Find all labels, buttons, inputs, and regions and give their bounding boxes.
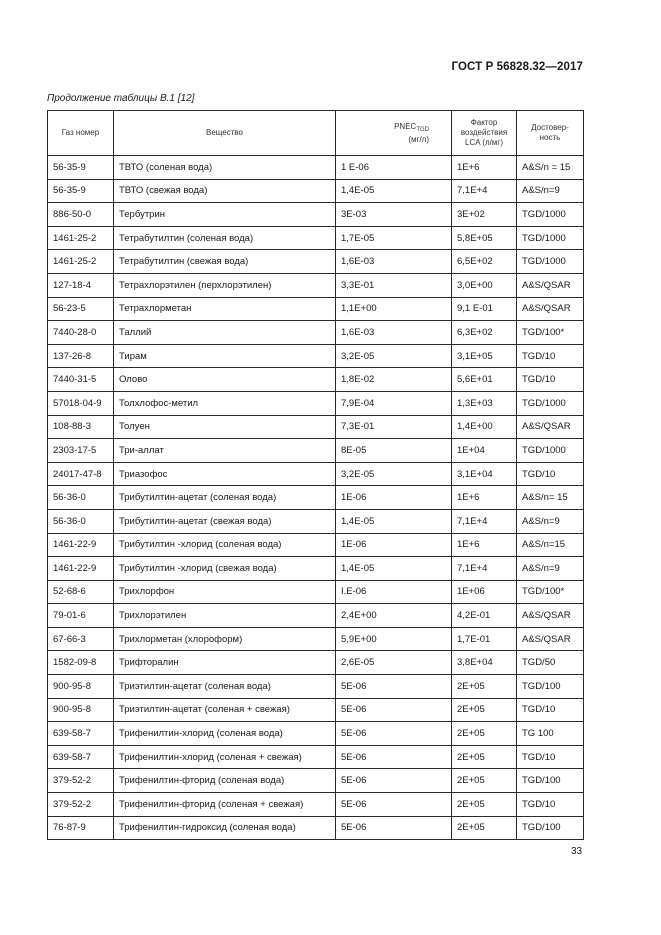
cas-cell: 379-52-2 [48, 769, 114, 793]
pnec-cell: 1 E-06 [336, 156, 452, 180]
pnec-cell: 5E-06 [336, 722, 452, 746]
table-row [48, 179, 584, 203]
pnec-cell: 1,7E-05 [336, 226, 452, 250]
table-row [48, 250, 584, 274]
pnec-cell: 1,8E-02 [336, 368, 452, 392]
pnec-cell: 3E-03 [336, 203, 452, 227]
cas-cell: 1461-22-9 [48, 533, 114, 557]
pnec-cell: 1,4E-05 [336, 179, 452, 203]
table-row [48, 439, 584, 463]
cas-cell: 886-50-0 [48, 203, 114, 227]
cas-cell: 56-36-0 [48, 509, 114, 533]
pnec-cell: 7,9E-04 [336, 391, 452, 415]
table-row [48, 226, 584, 250]
factor-cell: 2E+05 [452, 698, 517, 722]
cas-cell: 56-36-0 [48, 486, 114, 510]
substance-cell: Трифенилтин-фторид (соленая вода) [114, 769, 336, 793]
factor-cell: 7,1E+4 [452, 509, 517, 533]
pnec-cell: 1E-06 [336, 486, 452, 510]
substances-table [47, 110, 584, 840]
reliability-cell: A&S/QSAR [517, 604, 584, 628]
substance-cell: Трифенилтин-фторид (соленая + свежая) [114, 793, 336, 817]
pnec-cell: 1,6E-03 [336, 321, 452, 345]
pnec-unit: (мг/л) [408, 134, 429, 144]
factor-cell: 1,4E+00 [452, 415, 517, 439]
pnec-cell: 5E-06 [336, 698, 452, 722]
cas-cell: 1461-22-9 [48, 557, 114, 581]
reliability-cell: A&S/QSAR [517, 415, 584, 439]
pnec-cell: 1E-06 [336, 533, 452, 557]
table-row [48, 769, 584, 793]
reliability-cell: A&S/n=15 [517, 533, 584, 557]
substance-cell: Триэтилтин-ацетат (соленая + свежая) [114, 698, 336, 722]
factor-cell: 1,3E+03 [452, 391, 517, 415]
substance-cell: Трибутилтин-ацетат (соленая вода) [114, 486, 336, 510]
reliability-cell: TGD/100* [517, 580, 584, 604]
substance-cell: Тетрахлорэтилен (перхлорэтилен) [114, 273, 336, 297]
substance-cell: Толуен [114, 415, 336, 439]
reliability-cell: A&S/n=9 [517, 557, 584, 581]
substance-cell: Таллий [114, 321, 336, 345]
pnec-cell: 5E-06 [336, 816, 452, 840]
cas-cell: 1582-09-8 [48, 651, 114, 675]
table-row [48, 297, 584, 321]
table-row [48, 273, 584, 297]
table-row [48, 462, 584, 486]
cas-cell: 7440-28-0 [48, 321, 114, 345]
substance-cell: Три-аллат [114, 439, 336, 463]
reliability-cell: TGD/1000 [517, 226, 584, 250]
reliability-cell: TG 100 [517, 722, 584, 746]
factor-cell: 1E+04 [452, 439, 517, 463]
factor-cell: 5,8E+05 [452, 226, 517, 250]
cas-cell: 2303-17-5 [48, 439, 114, 463]
substance-cell: ТВТО (свежая вода) [114, 179, 336, 203]
reliability-cell: A&S/n= 15 [517, 486, 584, 510]
cas-cell: 639-58-7 [48, 722, 114, 746]
cas-cell: 127-18-4 [48, 273, 114, 297]
pnec-cell: 5,9E+00 [336, 627, 452, 651]
table-row [48, 745, 584, 769]
cas-cell: 67-66-3 [48, 627, 114, 651]
substance-cell: Тетрабутилтин (соленая вода) [114, 226, 336, 250]
factor-cell: 2E+05 [452, 722, 517, 746]
table-row [48, 816, 584, 840]
pnec-cell: 5E-06 [336, 675, 452, 699]
factor-cell: 7,1E+4 [452, 557, 517, 581]
table-row [48, 604, 584, 628]
table-row [48, 415, 584, 439]
cas-cell: 56-35-9 [48, 156, 114, 180]
table-body [48, 156, 584, 840]
cas-cell: 900-95-8 [48, 698, 114, 722]
pnec-label: PNEC [394, 121, 417, 131]
cas-cell: 7440-31-5 [48, 368, 114, 392]
substance-cell: Тербутрин [114, 203, 336, 227]
reliability-cell: TGD/100 [517, 675, 584, 699]
factor-cell: 3,0E+00 [452, 273, 517, 297]
reliability-cell: A&S/QSAR [517, 627, 584, 651]
substance-cell: Тирам [114, 344, 336, 368]
factor-cell: 6,3E+02 [452, 321, 517, 345]
pnec-cell: 5E-06 [336, 745, 452, 769]
reliability-cell: TGD/100* [517, 321, 584, 345]
table-row [48, 722, 584, 746]
factor-cell: 5,6E+01 [452, 368, 517, 392]
table-row [48, 675, 584, 699]
cas-cell: 79-01-6 [48, 604, 114, 628]
pnec-cell: 1,4E-05 [336, 509, 452, 533]
cas-cell: 57018-04-9 [48, 391, 114, 415]
substance-cell: ТВТО (соленая вода) [114, 156, 336, 180]
reliability-cell: TGD/10 [517, 793, 584, 817]
substance-cell: Трифторалин [114, 651, 336, 675]
table-row [48, 557, 584, 581]
factor-cell: 2E+05 [452, 793, 517, 817]
factor-cell: 1E+06 [452, 580, 517, 604]
table-row [48, 368, 584, 392]
table-row [48, 698, 584, 722]
reliability-cell: TGD/1000 [517, 203, 584, 227]
substance-cell: Тетрабутилтин (свежая вода) [114, 250, 336, 274]
reliability-cell: TGD/100 [517, 816, 584, 840]
table-row [48, 509, 584, 533]
table-row [48, 203, 584, 227]
cas-cell: 56-23-5 [48, 297, 114, 321]
column-header-cas: Газ номер [48, 111, 114, 156]
table-row [48, 486, 584, 510]
reliability-cell: A&S/QSAR [517, 297, 584, 321]
cas-cell: 24017-47-8 [48, 462, 114, 486]
factor-cell: 2E+05 [452, 769, 517, 793]
factor-cell: 4,2E-01 [452, 604, 517, 628]
table-row [48, 344, 584, 368]
cas-cell: 108-88-3 [48, 415, 114, 439]
pnec-cell: 3,3E-01 [336, 273, 452, 297]
substance-cell: Тетрахлорметан [114, 297, 336, 321]
substance-cell: Трибутилтин -хлорид (свежая вода) [114, 557, 336, 581]
column-header-reliability: Достовер-ность [517, 111, 584, 156]
column-header-substance: Вещество [114, 111, 336, 156]
table-row [48, 793, 584, 817]
reliability-cell: TGD/10 [517, 745, 584, 769]
reliability-cell: TGD/1000 [517, 250, 584, 274]
factor-cell: 3,1E+04 [452, 462, 517, 486]
reliability-cell: TGD/10 [517, 462, 584, 486]
factor-cell: 3,1E+05 [452, 344, 517, 368]
table-row [48, 580, 584, 604]
table-row [48, 651, 584, 675]
substance-cell: Трифенилтин-хлорид (соленая + свежая) [114, 745, 336, 769]
substance-cell: Трихлорметан (хлороформ) [114, 627, 336, 651]
factor-cell: 2E+05 [452, 745, 517, 769]
column-header-pnec [336, 111, 452, 156]
factor-cell: 9,1 E-01 [452, 297, 517, 321]
pnec-cell: 3,2E-05 [336, 462, 452, 486]
reliability-cell: TGD/50 [517, 651, 584, 675]
substance-cell: Триэтилтин-ацетат (соленая вода) [114, 675, 336, 699]
reliability-cell: A&S/n=9 [517, 509, 584, 533]
table-header-row [48, 111, 584, 156]
pnec-cell: 2,6E-05 [336, 651, 452, 675]
cas-cell: 52-68-6 [48, 580, 114, 604]
substance-cell: Трихлорэтилен [114, 604, 336, 628]
table-caption: Продолжение таблицы В.1 [12] [47, 93, 195, 104]
factor-cell: 2E+05 [452, 675, 517, 699]
page-number: 33 [571, 846, 583, 857]
pnec-cell: 1,6E-03 [336, 250, 452, 274]
reliability-cell: A&S/QSAR [517, 273, 584, 297]
cas-cell: 379-52-2 [48, 793, 114, 817]
substance-cell: Триазофос [114, 462, 336, 486]
pnec-cell: 3,2E-05 [336, 344, 452, 368]
substance-cell: Олово [114, 368, 336, 392]
document-standard-number: ГОСТ Р 56828.32—2017 [451, 61, 583, 73]
factor-cell: 3,8E+04 [452, 651, 517, 675]
pnec-cell: I.E-06 [336, 580, 452, 604]
cas-cell: 900-95-8 [48, 675, 114, 699]
reliability-cell: TGD/10 [517, 344, 584, 368]
column-header-factor: Фактор воздействия LCA (л/мг) [452, 111, 517, 156]
table-row [48, 321, 584, 345]
cas-cell: 639-58-7 [48, 745, 114, 769]
pnec-cell: 2,4E+00 [336, 604, 452, 628]
factor-cell: 7,1E+4 [452, 179, 517, 203]
factor-cell: 3E+02 [452, 203, 517, 227]
factor-cell: 6,5E+02 [452, 250, 517, 274]
substance-cell: Трифенилтин-хлорид (соленая вода) [114, 722, 336, 746]
factor-cell: 1E+6 [452, 533, 517, 557]
pnec-cell: 5E-06 [336, 769, 452, 793]
reliability-cell: TGD/100 [517, 769, 584, 793]
substance-cell: Трифенилтин-гидроксид (соленая вода) [114, 816, 336, 840]
table-row [48, 391, 584, 415]
factor-cell: 2E+05 [452, 816, 517, 840]
pnec-cell: 1,4E-05 [336, 557, 452, 581]
pnec-cell: 5E-06 [336, 793, 452, 817]
factor-cell: 1E+6 [452, 156, 517, 180]
pnec-cell: 8E-05 [336, 439, 452, 463]
cas-cell: 1461-25-2 [48, 250, 114, 274]
table-row [48, 533, 584, 557]
substance-cell: Трибутилтин -хлорид (соленая вода) [114, 533, 336, 557]
table-row [48, 156, 584, 180]
substance-cell: Толхлофос-метил [114, 391, 336, 415]
cas-cell: 1461-25-2 [48, 226, 114, 250]
table-row [48, 627, 584, 651]
pnec-cell: 7,3E-01 [336, 415, 452, 439]
cas-cell: 56-35-9 [48, 179, 114, 203]
factor-cell: 1E+6 [452, 486, 517, 510]
reliability-cell: A&S/n = 15 [517, 156, 584, 180]
factor-cell: 1,7E-01 [452, 627, 517, 651]
reliability-cell: TGD/10 [517, 368, 584, 392]
substance-cell: Трихлорфон [114, 580, 336, 604]
reliability-cell: A&S/n=9 [517, 179, 584, 203]
pnec-cell: 1,1E+00 [336, 297, 452, 321]
substance-cell: Трибутилтин-ацетат (свежая вода) [114, 509, 336, 533]
cas-cell: 137-26-8 [48, 344, 114, 368]
reliability-cell: TGD/1000 [517, 391, 584, 415]
reliability-cell: TGD/1000 [517, 439, 584, 463]
pnec-subscript: TGD [416, 126, 429, 133]
cas-cell: 76-87-9 [48, 816, 114, 840]
reliability-cell: TGD/10 [517, 698, 584, 722]
